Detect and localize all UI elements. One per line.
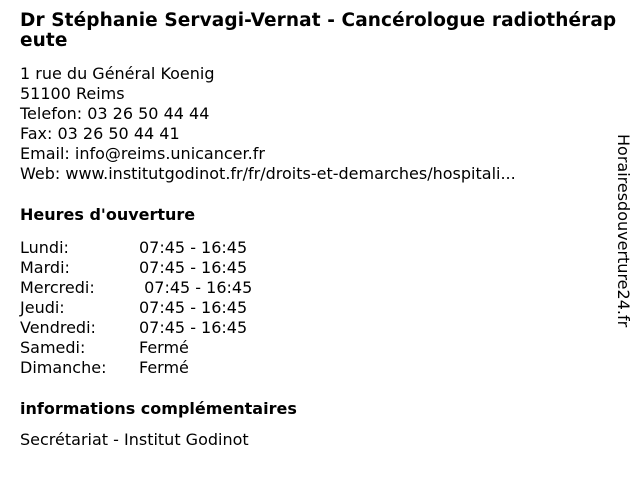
site-watermark: Horairesdouverture24.fr	[614, 134, 633, 328]
hours-row	[20, 258, 610, 278]
time-value: Fermé	[139, 338, 189, 357]
web-link[interactable]: www.institutgodinot.fr/fr/droits-et-demarches/hospitali...	[65, 164, 516, 183]
email-label: Email:	[20, 144, 75, 163]
hours-row	[20, 298, 610, 318]
hours-table	[20, 238, 610, 378]
email-line	[20, 144, 610, 164]
time-value: 07:45 - 16:45	[139, 298, 248, 317]
day-label: Mercredi:	[20, 278, 95, 297]
day-label: Samedi:	[20, 338, 86, 357]
fax-line: Fax: 03 26 50 44 41	[20, 124, 180, 143]
hours-row	[20, 318, 610, 338]
time-value: 07:45 - 16:45	[139, 318, 248, 337]
hours-heading: Heures d'ouverture	[20, 205, 196, 224]
business-card	[20, 10, 617, 450]
page-title: Dr Stéphanie Servagi-Vernat - Cancérologue radiothérapeute	[20, 10, 617, 51]
day-label: Vendredi:	[20, 318, 96, 337]
day-label: Mardi:	[20, 258, 70, 277]
phone-line: Telefon: 03 26 50 44 44	[20, 104, 210, 123]
time-value: 07:45 - 16:45	[139, 238, 248, 257]
city-address: 51100 Reims	[20, 84, 125, 103]
address-block	[20, 64, 610, 184]
hours-row	[20, 338, 610, 358]
time-value: 07:45 - 16:45	[139, 278, 253, 297]
day-label: Jeudi:	[20, 298, 65, 317]
time-value: Fermé	[139, 358, 189, 377]
info-heading: informations complémentaires	[20, 399, 297, 418]
email-link[interactable]: info@reims.unicancer.fr	[74, 144, 265, 163]
day-label: Lundi:	[20, 238, 69, 257]
info-text: Secrétariat - Institut Godinot	[20, 430, 249, 449]
hours-row	[20, 358, 610, 378]
street-address: 1 rue du Général Koenig	[20, 64, 215, 83]
hours-row	[20, 278, 610, 298]
time-value: 07:45 - 16:45	[139, 258, 248, 277]
web-label: Web:	[20, 164, 66, 183]
web-line	[20, 164, 610, 184]
day-label: Dimanche:	[20, 358, 107, 377]
hours-row	[20, 238, 610, 258]
